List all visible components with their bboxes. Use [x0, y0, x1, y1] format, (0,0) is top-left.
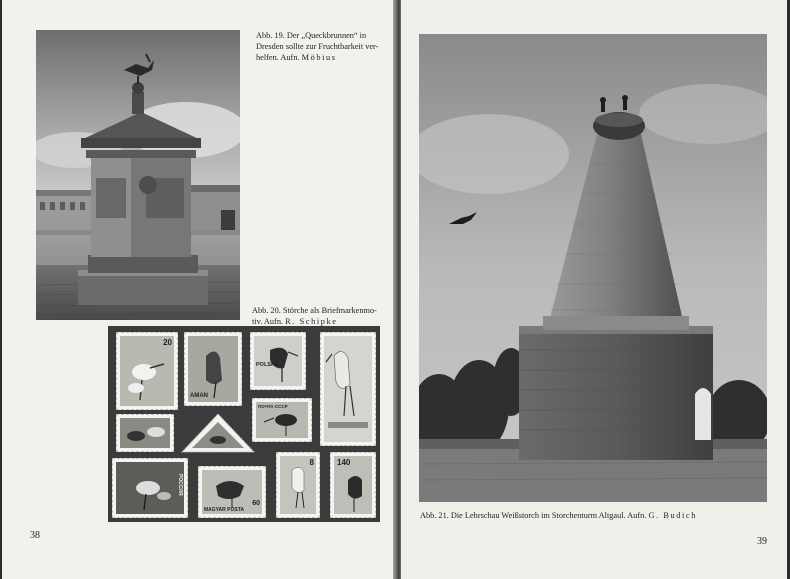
stamp-white-stork [320, 332, 376, 446]
left-page [2, 0, 395, 579]
stamp-rossija [112, 458, 188, 518]
figure21-photographer: G. Budich [648, 511, 697, 520]
figure19-caption-line2: Dresden sollte zur Fruchtbarkeit ver- [256, 42, 379, 51]
figure19-caption-line1: Abb. 19. Der „Queckbrunnen“ in [256, 31, 367, 40]
stamp-black-stork-sssr [252, 398, 312, 442]
page-number-right: 39 [757, 536, 767, 547]
stamp-sssr-text: ПОЧТА СССР [258, 404, 288, 409]
stamp-stork-140 [330, 452, 376, 518]
stork-tower-photo [419, 34, 767, 502]
stamp-magyar-value: 60 [252, 500, 260, 507]
figure19-caption [256, 30, 392, 63]
figure19-caption-line3: helfen. Aufn. [256, 53, 302, 62]
figure19-photographer: Möbius [301, 53, 337, 62]
stork-tower-illustration [419, 34, 767, 502]
triangle-stamp-icon [180, 412, 256, 454]
stamp-heron-aman-text: AMAN [190, 393, 208, 399]
stamps-photo [108, 326, 380, 522]
birds-wide-icon [120, 418, 170, 448]
figure20-caption-line1: Abb. 20. Störche als Briefmarkenmo- [252, 306, 377, 315]
stamp-magyar [198, 466, 266, 518]
stamp-stork-8-value: 8 [309, 458, 314, 467]
stamp-magyar-text: MAGYAR POSTA [204, 507, 245, 513]
fountain-illustration [36, 30, 240, 320]
stamp-stork-140-value: 140 [337, 458, 351, 467]
figure21-caption-text: Abb. 21. Die Lehrschau Weißstorch im Storchenturm Altgaul. Aufn. [420, 511, 649, 520]
page-number-left: 38 [30, 530, 40, 541]
stamp-birds-wide [116, 414, 174, 452]
polska-stork-icon [254, 336, 302, 386]
white-stork-icon [324, 336, 372, 442]
stamp-triangle [180, 412, 256, 454]
right-page [401, 0, 787, 579]
stamp-polska-text: POLSKA [256, 362, 279, 368]
rossija-stork-icon [116, 462, 184, 514]
stamp-heron-aman [184, 332, 242, 406]
figure20-photographer: R. Schipke [285, 317, 338, 326]
fountain-photo [36, 30, 240, 320]
stamp-rossija-text: РОССИЯ [177, 474, 183, 496]
stamp-stork-pair-value: 20 [163, 338, 172, 347]
figure21-caption [420, 510, 780, 521]
stamp-polska [250, 332, 306, 390]
stamp-stork-8 [276, 452, 320, 518]
stamp-stork-pair [116, 332, 178, 410]
figure20-caption-line2: tiv. Aufn. [252, 317, 286, 326]
figure20-caption [252, 305, 392, 327]
